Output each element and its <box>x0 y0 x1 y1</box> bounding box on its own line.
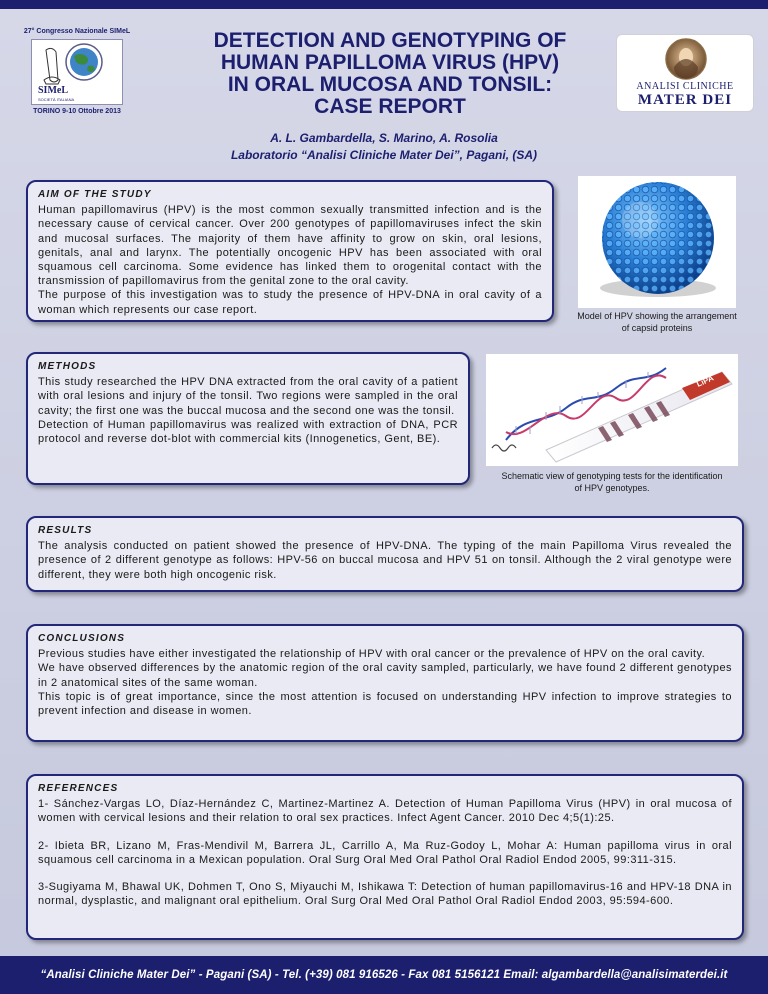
results-heading: RESULTS <box>38 525 93 536</box>
title-line: CASE REPORT <box>314 95 466 118</box>
methods-paragraph: This study researched the HPV DNA extracted from the oral cavity of a patient with oral lesions and injury of the tonsil. Two regions were sampled in the oral cavity; the first one was the buccal mucosa and the second one was the tonsil. <box>38 376 458 417</box>
poster-title <box>190 30 590 118</box>
madonna-portrait-icon <box>664 37 708 81</box>
affiliation: Laboratorio “Analisi Cliniche Mater Dei”, Pagani, (SA) <box>230 148 538 162</box>
aim-paragraph: The purpose of this investigation was to study the presence of HPV-DNA in oral cavity of a woman which represents our case report. <box>38 289 542 316</box>
hpv-virus-icon <box>578 176 736 308</box>
aim-paragraph: Human papillomavirus (HPV) is the most common sexually transmitted infection and is the necessary cause of cervical cancer. Over 200 genotypes of papillomaviruses infect the skin and mucosal surfaces. The majority of them have affinity to grow on skin, oral lesions, genitals, anal and larynx. The potentially oncogenic HPV has been associated with oral squamous cell carcinoma. Some evidence has linked them to orogenital contact with the transmission of papillomavirus from the genital zone to the oral cavity. <box>38 204 542 288</box>
reference-item: 3-Sugiyama M, Bhawal UK, Dohmen T, Ono S, Miyauchi M, Ishikawa T: Detection of human papillomavirus-16 and HPV-18 DNA in normal, dysplastic, and malignant oral epithelium. Oral Surg Oral Med Oral Pathol Oral Radiol Endod 2003, 95:594-600. <box>38 881 732 908</box>
footer-text: “Analisi Cliniche Mater Dei” - Pagani (SA) - Tel. (+39) 081 916526 - Fax 081 5156121 Email: algambardella@analisimaterdei.it <box>40 969 728 981</box>
mater-dei-logo <box>616 34 754 112</box>
title-line: DETECTION AND GENOTYPING OF <box>213 29 567 52</box>
simel-logo-sub: SOCIETÀ ITALIANA <box>38 97 75 102</box>
aim-heading: AIM OF THE STUDY <box>38 189 152 200</box>
references-section <box>26 774 744 940</box>
results-section <box>26 516 744 592</box>
conclusions-heading: CONCLUSIONS <box>38 633 126 644</box>
reference-item: 2- Ibieta BR, Lizano M, Fras-Mendivil M, Barrera JL, Carrillo A, Ma Ruz-Godoy L, Mohar A: Human papilloma virus in oral squamous cell carcinoma in a Mexican population. Oral Surg Oral Med Oral Pathol Oral Radiol Endod 2005, 99:311-315. <box>38 839 732 866</box>
hpv-model-image <box>578 176 736 308</box>
aim-section <box>26 180 554 322</box>
lipa-label: LiPA <box>695 373 715 389</box>
simel-logo <box>31 39 123 105</box>
methods-paragraph: Detection of Human papillomavirus was realized with extraction of DNA, PCR protocol and reverse dot-blot with commercial kits (Innogenetics, Gent, BE). <box>38 418 458 446</box>
simel-logo-text: SIMeL <box>38 85 68 96</box>
results-paragraph: The analysis conducted on patient showed the presence of HPV-DNA. The typing of the main Papilloma Virus revealed the presence of 2 different genotype as follows: HPV-56 on buccal mucosa and HPV 51 on tonsil. Although the 2 viral genotype were different, they were both high oncogenic risk. <box>38 540 732 581</box>
methods-section <box>26 352 470 485</box>
footer <box>0 956 768 994</box>
simel-congress-logo <box>18 28 136 128</box>
references-heading: REFERENCES <box>38 783 119 794</box>
reference-item: 1- Sánchez-Vargas LO, Díaz-Hernández C, Martinez-Martinez A. Detection of Human Papilloma Virus (HPV) in oral mucosa of women with cervical lesions and their relation to oral sex practices. Infect Agent Cancer. 2010 Dec 4;5(1):25. <box>38 798 732 825</box>
top-bar <box>0 0 768 9</box>
figure1-caption: Model of HPV showing the arrangement of capsid proteins <box>577 311 737 333</box>
lab-logo-line2: MATER DEI <box>637 92 733 108</box>
figure2-caption: Schematic view of genotyping tests for the identification of HPV genotypes. <box>501 471 723 493</box>
conclusions-paragraph: This topic is of great importance, since the most attention is focused on understanding HPV infection to improve strategies to prevent infection and disease in women. <box>38 690 732 718</box>
authors-block <box>0 130 768 164</box>
genotyping-image <box>486 354 738 466</box>
conclusions-paragraph: Previous studies have either investigated the relationship of HPV with oral cancer or the prevalence of HPV on the oral cavity. <box>38 648 706 661</box>
title-line: HUMAN PAPILLOMA VIRUS (HPV) <box>220 51 560 74</box>
title-line: IN ORAL MUCOSA AND TONSIL: <box>227 73 553 96</box>
authors: A. L. Gambardella, S. Marino, A. Rosolia <box>270 131 498 145</box>
congress-place: TORINO 9-10 Ottobre 2013 <box>33 108 121 115</box>
conclusions-section <box>26 624 744 742</box>
methods-heading: METHODS <box>38 361 97 372</box>
lab-logo-line1: ANALISI CLINICHE <box>636 81 734 92</box>
dna-strip-icon <box>486 354 738 466</box>
congress-name: 27° Congresso Nazionale SIMeL <box>23 28 131 35</box>
conclusions-paragraph: We have observed differences by the anatomic region of the oral cavity sampled, particularly, we have found 2 different genotypes in 2 anatomical sites of the same woman. <box>38 662 732 689</box>
